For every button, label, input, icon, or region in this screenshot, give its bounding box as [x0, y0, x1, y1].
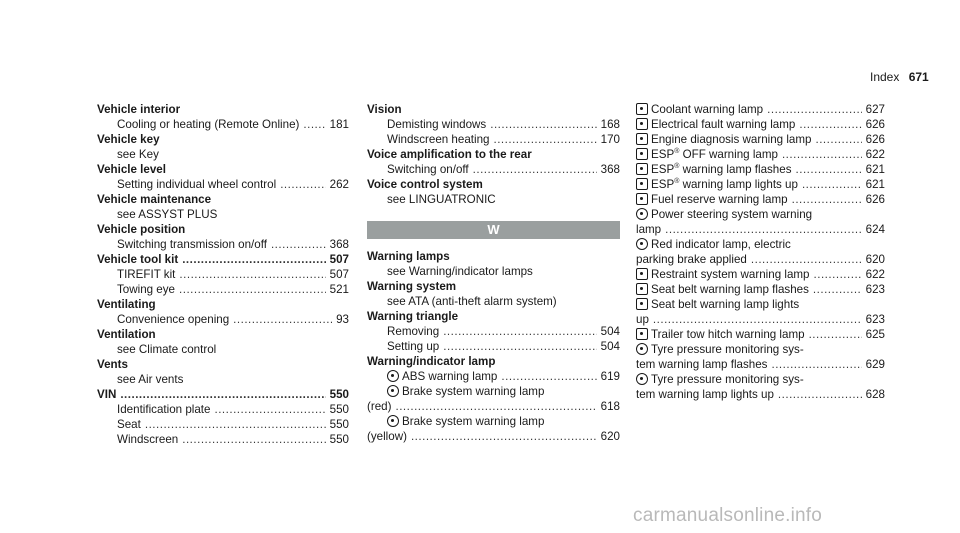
index-entry — [367, 102, 620, 117]
index-entry — [367, 309, 620, 324]
index-entry-text: tem warning lamp flashes — [636, 358, 768, 371]
leader-dots — [271, 237, 326, 252]
leader-dots — [179, 267, 325, 282]
index-entry — [97, 282, 349, 297]
leader-dots — [796, 162, 862, 177]
index-entry — [636, 267, 885, 282]
index-entry-text: Warning triangle — [367, 310, 459, 323]
index-entry-text: Vehicle level — [97, 163, 166, 176]
index-entry-page[interactable]: 550 — [329, 433, 349, 446]
index-entry — [97, 132, 349, 147]
index-entry-text: Red indicator lamp, electric — [636, 238, 791, 251]
index-entry-text: Power steering system warning — [636, 208, 812, 221]
index-entry-page[interactable]: 623 — [865, 313, 885, 326]
index-entry-page[interactable]: 262 — [329, 178, 349, 191]
index-entry-page[interactable]: 168 — [600, 118, 620, 131]
index-entry-page[interactable]: 368 — [600, 163, 620, 176]
index-entry — [97, 267, 349, 282]
index-entry — [636, 372, 885, 387]
leader-dots — [443, 339, 596, 354]
index-entry-text: Seat belt warning lamp flashes — [636, 282, 809, 297]
index-entry — [367, 399, 620, 414]
index-entry — [97, 387, 349, 402]
index-entry-text: Towing eye — [117, 283, 176, 296]
index-entry-text: Restraint system warning lamp — [636, 267, 810, 282]
index-entry-page[interactable]: 623 — [865, 283, 885, 296]
index-entry — [367, 264, 620, 279]
index-entry — [97, 117, 349, 132]
leader-dots — [767, 102, 862, 117]
index-entry-page[interactable]: 626 — [865, 133, 885, 146]
index-w-entries — [367, 249, 620, 444]
index-entry-page[interactable]: 622 — [865, 148, 885, 161]
leader-dots — [653, 312, 862, 327]
index-entry-text: Seat belt warning lamp lights — [636, 298, 799, 311]
index-entry-text: Electrical fault warning lamp — [636, 117, 795, 132]
leader-dots — [501, 369, 596, 384]
index-entry-text: Engine diagnosis warning lamp — [636, 132, 811, 147]
index-entry-page[interactable]: 368 — [329, 238, 349, 251]
leader-dots — [280, 177, 325, 192]
index-entry-page[interactable]: 620 — [865, 253, 885, 266]
esp-icon — [636, 163, 648, 175]
index-entry — [97, 432, 349, 447]
index-entry-text: Demisting windows — [387, 118, 487, 131]
index-entry-text: Cooling or heating (Remote Online) — [117, 118, 300, 131]
index-entry — [367, 414, 620, 429]
index-entry-text: Trailer tow hitch warning lamp — [636, 327, 805, 342]
index-entry — [367, 354, 620, 369]
index-entry — [97, 222, 349, 237]
index-entry — [367, 369, 620, 384]
section-letter-bar: W — [367, 221, 620, 239]
index-entry-page[interactable]: 93 — [336, 313, 349, 326]
page-header — [870, 70, 929, 84]
index-entry-page[interactable]: 550 — [329, 403, 349, 416]
index-entry-page[interactable]: 550 — [329, 388, 349, 401]
index-entry-text: (red) — [367, 400, 392, 413]
index-entry-text: ESP® OFF warning lamp — [636, 147, 778, 162]
leader-dots — [233, 312, 332, 327]
index-entry — [97, 327, 349, 342]
index-entry-text: see Warning/indicator lamps — [387, 265, 533, 278]
leader-dots — [782, 147, 862, 162]
index-entry — [636, 282, 885, 297]
index-entry — [97, 357, 349, 372]
index-entry-page[interactable]: 504 — [600, 325, 620, 338]
leader-dots — [814, 267, 862, 282]
index-entry-text: Vehicle tool kit — [97, 253, 179, 266]
index-column-1 — [97, 102, 349, 447]
index-entry-text: Seat — [117, 418, 141, 431]
index-entry-text: Windscreen heating — [387, 133, 490, 146]
index-entry-page[interactable]: 626 — [865, 193, 885, 206]
index-entry-text: Vehicle position — [97, 223, 186, 236]
index-entry-page[interactable]: 621 — [865, 178, 885, 191]
index-entry-page[interactable]: 170 — [600, 133, 620, 146]
index-entry-text: see LINGUATRONIC — [387, 193, 496, 206]
engine-icon — [636, 133, 648, 145]
index-entry-page[interactable]: 521 — [329, 283, 349, 296]
index-entry-text: Vehicle key — [97, 133, 160, 146]
index-entry-page[interactable]: 625 — [865, 328, 885, 341]
index-column-3 — [636, 102, 885, 402]
esp-off-icon — [636, 148, 648, 160]
brake-icon — [387, 385, 399, 397]
watermark: carmanualsonline.info — [633, 505, 823, 526]
index-entry-page[interactable]: 181 — [329, 118, 349, 131]
index-entry — [97, 192, 349, 207]
index-entry — [97, 252, 349, 267]
index-entry — [367, 117, 620, 132]
airbag-icon — [636, 268, 648, 280]
index-entry-page[interactable]: 620 — [600, 430, 620, 443]
leader-dots — [182, 432, 325, 447]
index-entry — [636, 222, 885, 237]
leader-dots — [443, 324, 596, 339]
index-entry-text: Vision — [367, 103, 402, 116]
index-entry-text: VIN — [97, 388, 117, 401]
index-entry-text: Fuel reserve warning lamp — [636, 192, 788, 207]
index-entry — [97, 102, 349, 117]
index-entry-text: Tyre pressure monitoring sys- — [636, 373, 804, 386]
index-entry-text: Vents — [97, 358, 128, 371]
index-entry-page[interactable]: 624 — [865, 223, 885, 236]
index-entry-text: ESP® warning lamp lights up — [636, 177, 798, 192]
index-entry-text: Convenience opening — [117, 313, 230, 326]
index-entry — [636, 102, 885, 117]
index-entry-text: see Key — [117, 148, 159, 161]
index-entry — [97, 402, 349, 417]
page-number: 671 — [908, 70, 929, 84]
index-entry — [636, 132, 885, 147]
index-entry — [636, 177, 885, 192]
index-entry — [97, 177, 349, 192]
parking-brake-icon — [636, 238, 648, 250]
index-entry — [636, 342, 885, 357]
index-entry — [636, 162, 885, 177]
index-entry-page[interactable]: 619 — [600, 370, 620, 383]
index-entry — [636, 117, 885, 132]
index-entry — [97, 372, 349, 387]
index-entry — [636, 387, 885, 402]
index-entry-page[interactable]: 621 — [865, 163, 885, 176]
index-entry — [97, 342, 349, 357]
trailer-hitch-icon — [636, 328, 648, 340]
page-header-title: Index — [870, 70, 900, 84]
leader-dots — [751, 252, 862, 267]
index-entry-text: Ventilating — [97, 298, 156, 311]
index-entry-text: Vehicle maintenance — [97, 193, 212, 206]
index-entry — [636, 192, 885, 207]
leader-dots — [493, 132, 596, 147]
index-entry-text: ESP® warning lamp flashes — [636, 162, 792, 177]
index-entry — [636, 147, 885, 162]
index-entry-text: Setting up — [387, 340, 440, 353]
leader-dots — [120, 387, 325, 402]
index-entry — [97, 417, 349, 432]
index-entry — [636, 357, 885, 372]
leader-dots — [145, 417, 326, 432]
leader-dots — [411, 429, 597, 444]
index-entry-page[interactable]: 504 — [600, 340, 620, 353]
index-entry-text: tem warning lamp lights up — [636, 388, 774, 401]
leader-dots — [815, 132, 861, 147]
index-entry — [367, 429, 620, 444]
index-entry-text: ABS warning lamp — [387, 369, 497, 384]
index-entry-text: TIREFIT kit — [117, 268, 176, 281]
leader-dots — [802, 177, 862, 192]
leader-dots — [665, 222, 862, 237]
index-entry-text: Warning system — [367, 280, 457, 293]
index-entry-text: Identification plate — [117, 403, 211, 416]
index-entry-page[interactable]: 626 — [865, 118, 885, 131]
leader-dots — [813, 282, 862, 297]
index-entry — [367, 132, 620, 147]
index-entry — [97, 312, 349, 327]
index-entry — [636, 297, 885, 312]
coolant-icon — [636, 103, 648, 115]
leader-dots — [473, 162, 597, 177]
index-entry — [636, 252, 885, 267]
index-entry-page[interactable]: 507 — [329, 253, 349, 266]
index-entry-text: Windscreen — [117, 433, 179, 446]
index-entry — [636, 207, 885, 222]
index-entry-page[interactable]: 550 — [329, 418, 349, 431]
index-entry — [367, 177, 620, 192]
abs-icon — [387, 370, 399, 382]
tyre-pressure-icon — [636, 373, 648, 385]
index-entry — [636, 327, 885, 342]
index-entry-text: Setting individual wheel control — [117, 178, 277, 191]
leader-dots — [490, 117, 596, 132]
index-entry-text: see ATA (anti-theft alarm system) — [387, 295, 557, 308]
leader-dots — [778, 387, 862, 402]
index-entry — [367, 147, 620, 162]
index-entry-text: Removing — [387, 325, 440, 338]
index-entry-text: Warning lamps — [367, 250, 450, 263]
index-entry — [367, 339, 620, 354]
index-entry-text: parking brake applied — [636, 253, 747, 266]
leader-dots — [792, 192, 862, 207]
index-entry-page[interactable]: 618 — [600, 400, 620, 413]
index-entry-page[interactable]: 507 — [329, 268, 349, 281]
index-entry-text: Voice control system — [367, 178, 483, 191]
index-entry — [367, 324, 620, 339]
index-entry — [97, 162, 349, 177]
index-entry — [367, 279, 620, 294]
index-v-entries — [367, 102, 620, 207]
leader-dots — [809, 327, 862, 342]
index-entry — [97, 207, 349, 222]
fuel-icon — [636, 193, 648, 205]
index-entry-page[interactable]: 622 — [865, 268, 885, 281]
index-entry-text: Switching transmission on/off — [117, 238, 267, 251]
index-entry — [97, 147, 349, 162]
index-entry-text: lamp — [636, 223, 662, 236]
index-entry — [97, 237, 349, 252]
index-entry-page[interactable]: 629 — [865, 358, 885, 371]
leader-dots — [182, 252, 325, 267]
seatbelt-icon — [636, 283, 648, 295]
index-entry-page[interactable]: 627 — [865, 103, 885, 116]
index-entry-text: Warning/indicator lamp — [367, 355, 496, 368]
index-entry-page[interactable]: 628 — [865, 388, 885, 401]
leader-dots — [214, 402, 325, 417]
index-column-2 — [367, 102, 620, 444]
index-entry-text: see Climate control — [117, 343, 217, 356]
index-entry — [636, 237, 885, 252]
index-entry-text: Tyre pressure monitoring sys- — [636, 343, 804, 356]
index-entry-text: see ASSYST PLUS — [117, 208, 218, 221]
leader-dots — [303, 117, 325, 132]
index-entry-text: Ventilation — [97, 328, 156, 341]
brake-icon — [387, 415, 399, 427]
index-entry — [636, 312, 885, 327]
leader-dots — [179, 282, 326, 297]
index-entry — [367, 294, 620, 309]
index-entry — [367, 249, 620, 264]
seatbelt-icon — [636, 298, 648, 310]
leader-dots — [799, 117, 861, 132]
index-entry-text: Brake system warning lamp — [387, 415, 544, 428]
index-entry — [367, 192, 620, 207]
leader-dots — [771, 357, 861, 372]
battery-icon — [636, 118, 648, 130]
index-entry-text: up — [636, 313, 649, 326]
index-entry-text: Vehicle interior — [97, 103, 181, 116]
tyre-pressure-icon — [636, 343, 648, 355]
steering-icon — [636, 208, 648, 220]
esp-icon — [636, 178, 648, 190]
leader-dots — [395, 399, 596, 414]
index-entry-text: Voice amplification to the rear — [367, 148, 532, 161]
index-entry-text: Brake system warning lamp — [387, 385, 544, 398]
index-entry — [97, 297, 349, 312]
index-entry-text: Coolant warning lamp — [636, 102, 763, 117]
index-entry-text: see Air vents — [117, 373, 184, 386]
index-entry — [367, 162, 620, 177]
index-entry-text: (yellow) — [367, 430, 407, 443]
index-entry — [367, 384, 620, 399]
index-entry-text: Switching on/off — [387, 163, 469, 176]
